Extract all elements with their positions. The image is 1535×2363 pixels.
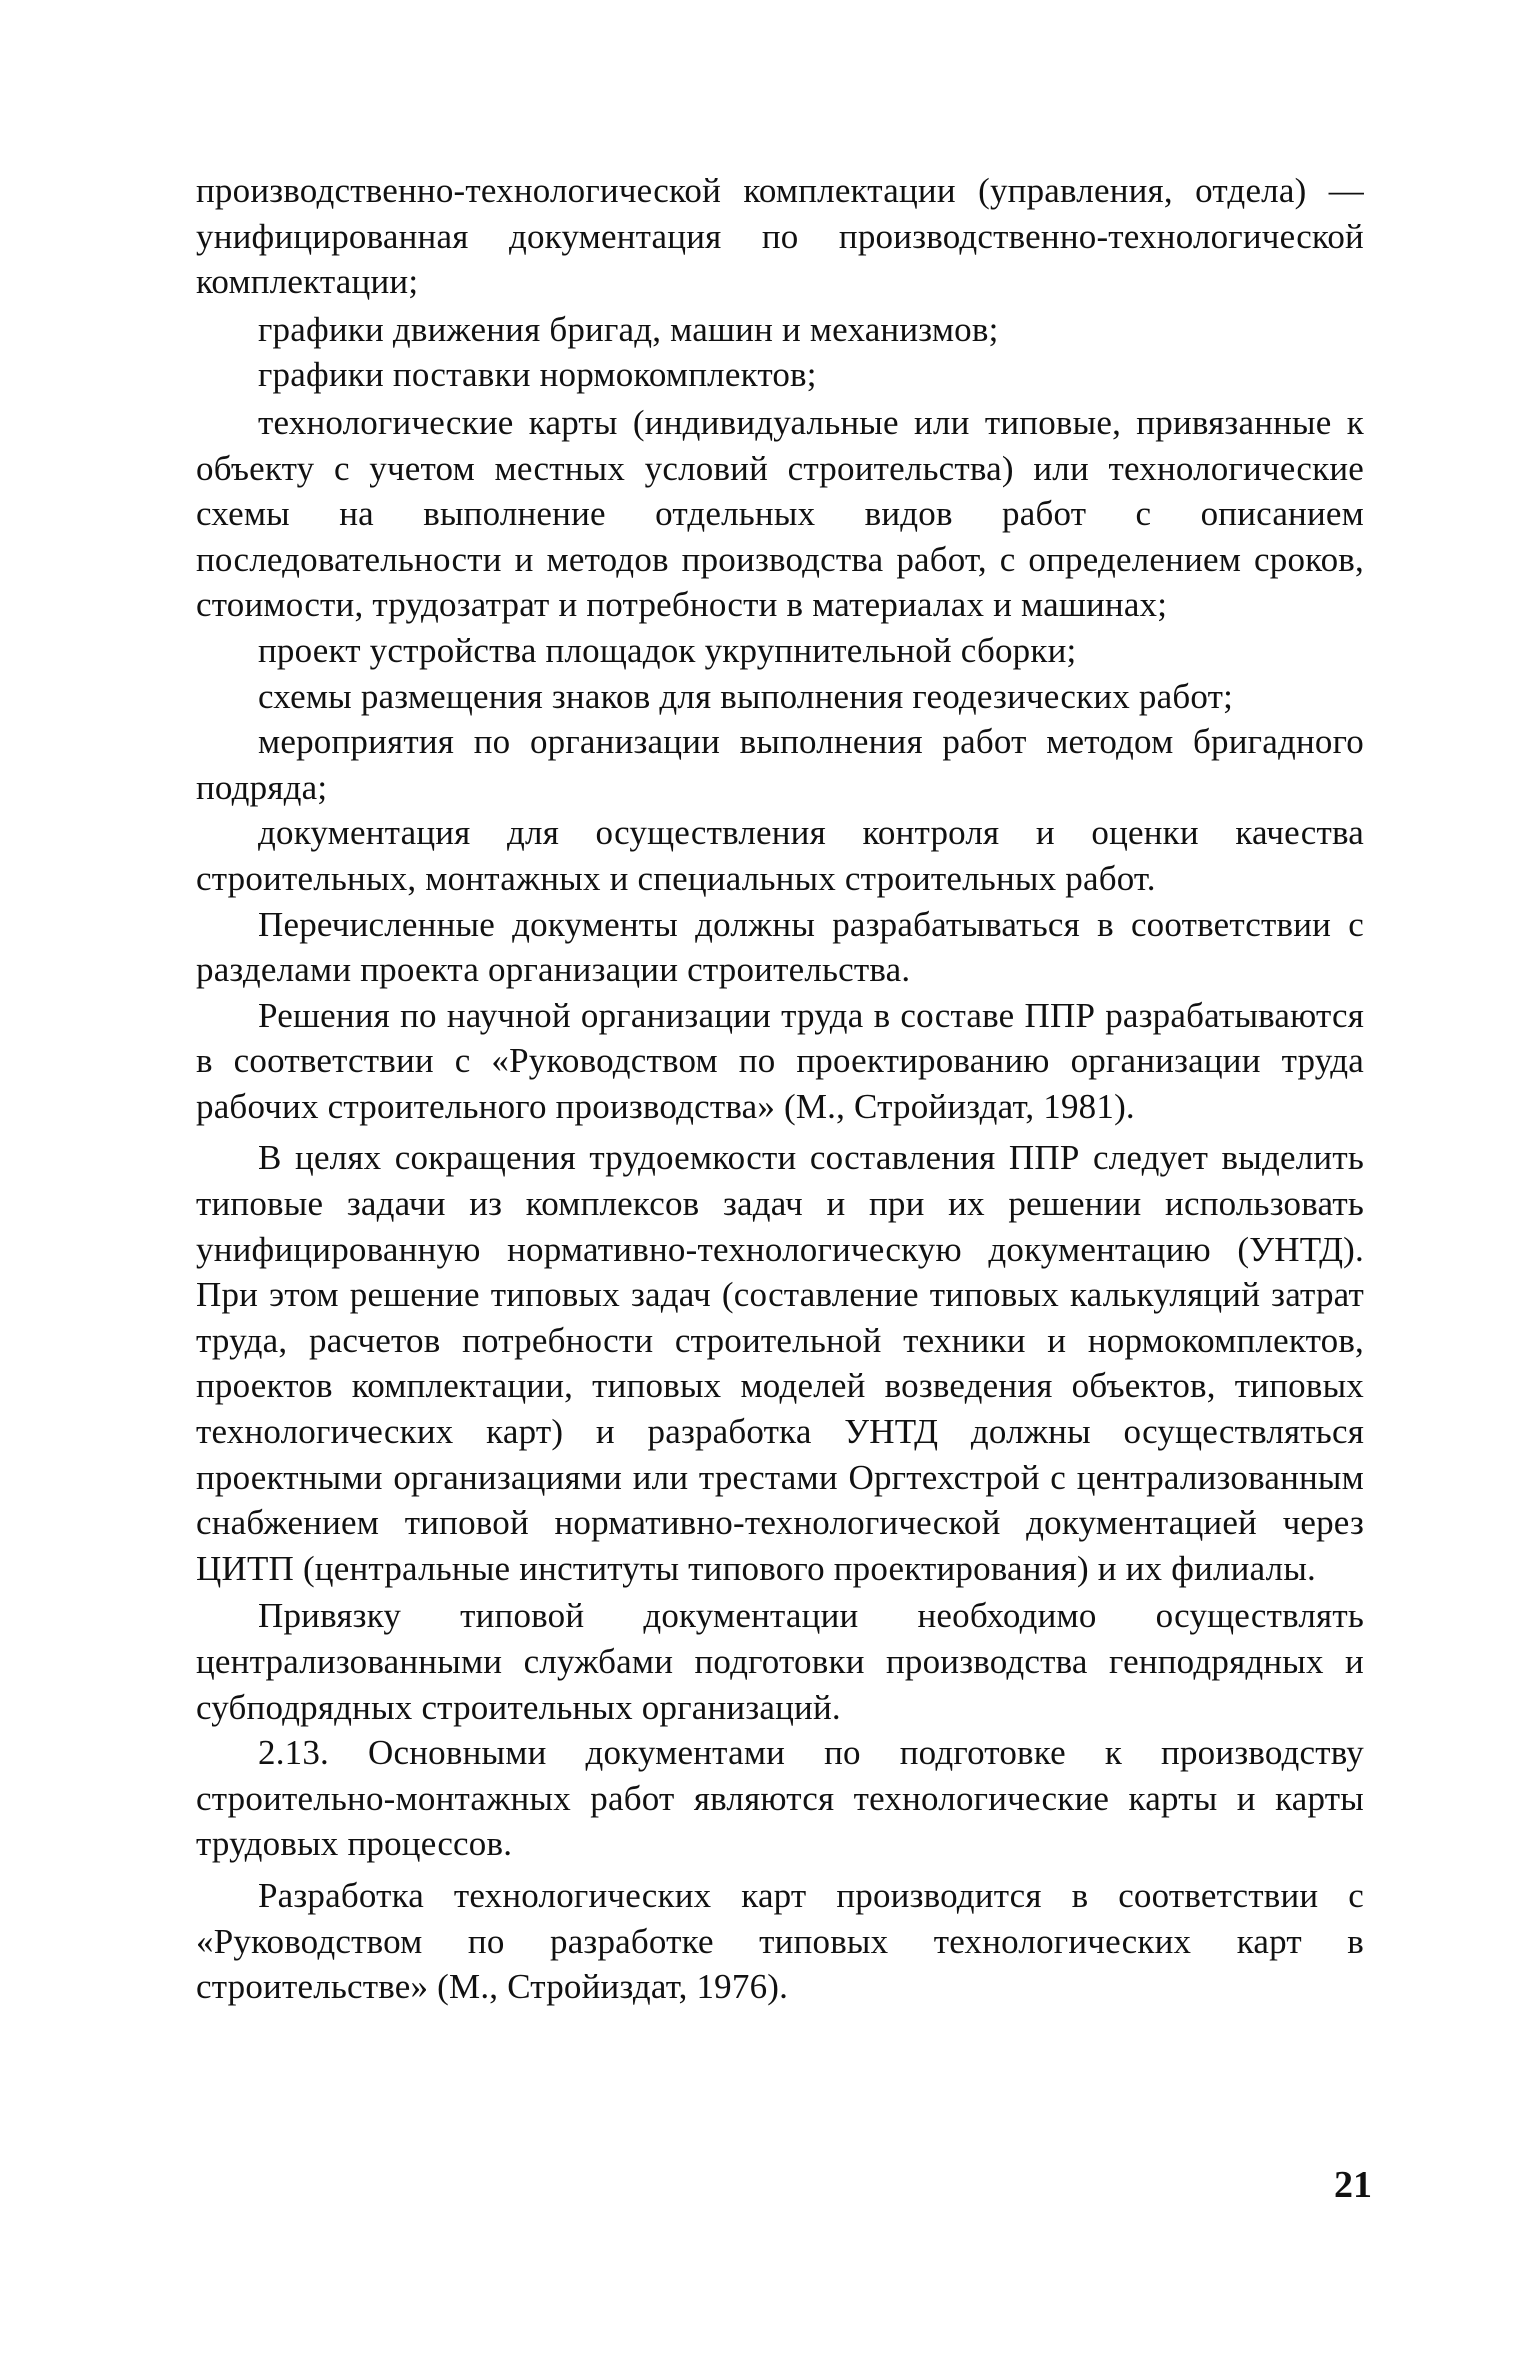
paragraph-7: мероприятия по организации выполнения работ методом бригадного подряда; <box>196 722 1364 807</box>
paragraph-2: графики движения бригад, машин и механизмов; <box>258 309 999 349</box>
paragraph-14: Разработка технологических карт производится в соответствии с «Руководством по разработке типовых технологических карт в строительстве» (М., Стройиздат, 1976). <box>196 1875 1364 2007</box>
page-number: 21 <box>1334 2164 1372 2206</box>
paragraph-5: проект устройства площадок укрупнительной сборки; <box>258 630 1077 670</box>
paragraph-11: В целях сокращения трудоемкости составления ППР следует выделить типовые задачи из комплексов задач и при их решении использовать унифицированную нормативно-технологическую документацию (УНТД). При этом решение типовых задач (составление типовых калькуляций затрат труда, расчетов потребности строительной техники и нормокомплектов, проектов комплектации, типовых моделей возведения объектов, типовых технологических карт) и разработка УНТД должны осуществляться проектными организациями или трестами Оргтехстрой с централизованным снабжением типовой нормативно-технологической документацией через ЦИТП (центральные институты типового проектирования) и их филиалы. <box>196 1138 1364 1588</box>
paragraph-3: графики поставки нормокомплектов; <box>258 355 817 395</box>
paragraph-10: Решения по научной организации труда в составе ППР разрабатываются в соответствии с «Руководством по проектированию организации труда рабочих строительного производства» (М., Стройиздат, 1981). <box>196 995 1364 1126</box>
paragraph-6: схемы размещения знаков для выполнения геодезических работ; <box>258 676 1234 716</box>
paragraph-1: производственно-технологической комплектации (управления, отдела) — унифицированная документация по производственно-технологической комплектации; <box>196 171 1364 302</box>
body-text <box>196 168 1364 2010</box>
paragraph-4: технологические карты (индивидуальные или типовые, привязанные к объекту с учетом местных условий строительства) или технологические схемы на выполнение отдельных видов работ с описанием последовательности и методов производства работ, с определением сроков, стоимости, трудозатрат и потребности в материалах и машинах; <box>196 402 1364 625</box>
paragraph-8: документация для осуществления контроля и оценки качества строительных, монтажных и специальных строительных работ. <box>196 813 1364 898</box>
paragraph-9: Перечисленные документы должны разрабатываться в соответствии с разделами проекта организации строительства. <box>196 904 1364 990</box>
paragraph-12: Привязку типовой документации необходимо осуществлять централизованными службами подготовки производства генподрядных и субподрядных строительных организаций. <box>196 1596 1364 1727</box>
paragraph-13: 2.13. Основными документами по подготовке к производству строительно-монтажных работ являются технологические карты и карты трудовых процессов. <box>196 1733 1364 1864</box>
